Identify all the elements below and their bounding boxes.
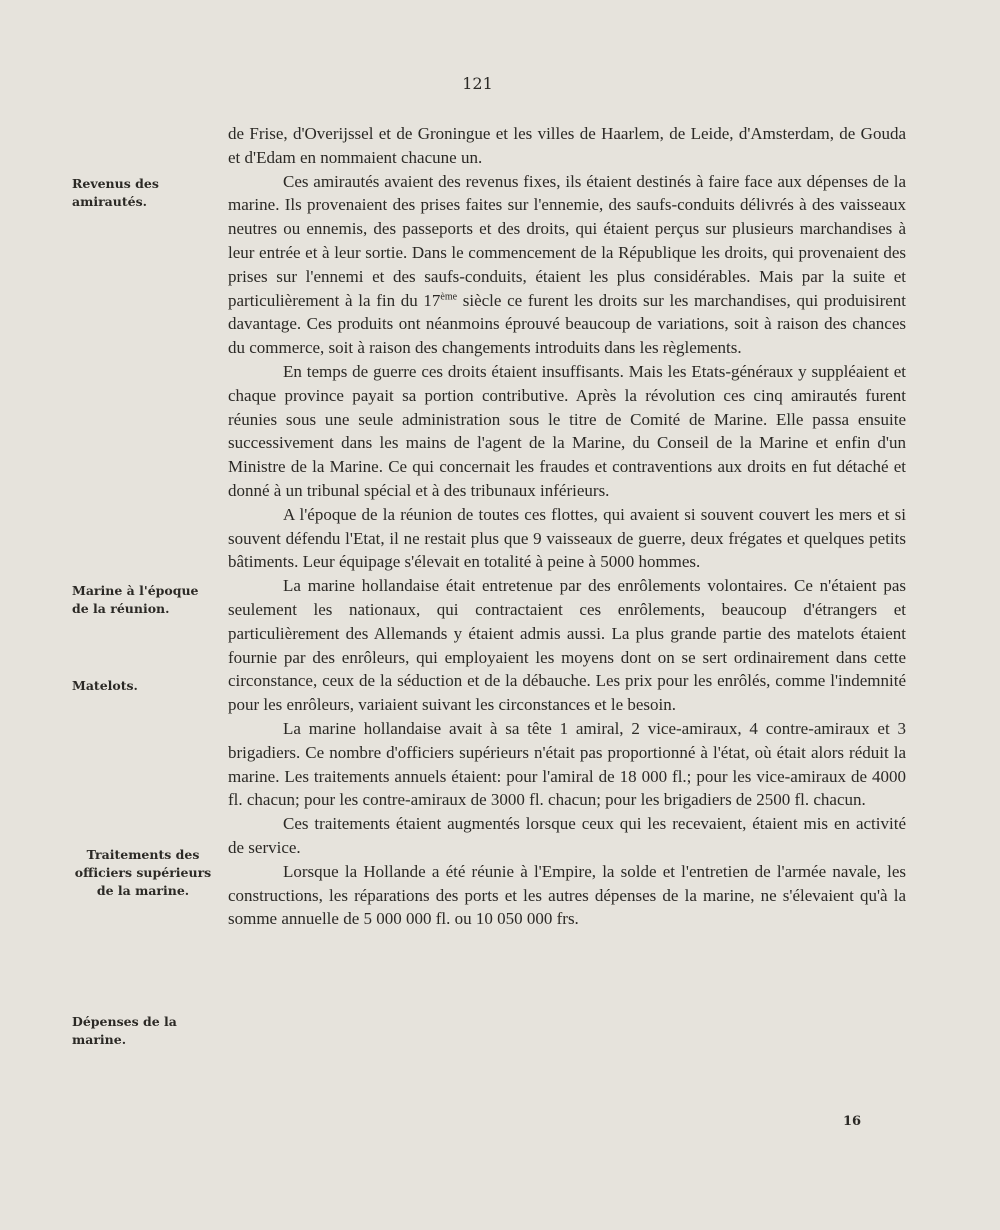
- superscript: ème: [440, 290, 458, 302]
- paragraph: La marine hollandaise était entretenue par des enrôlements volontaires. Ce n'étaient pas seulement les nationaux, qui contractaient ces enrôlements, beaucoup d'étrangers et particulièrement des Allemands y étaient admis aussi. La plus grande partie des matelots étaient fournie par des enrôleurs, qui employaient les moyens dont on se sert ordinairement dans cette circonstance, ceux de la séduction et de la débauche. Les prix pour les enrôlés, comme l'indemnité pour les enrôleurs, variaient suivant les circonstances et le besoin.: [228, 576, 906, 715]
- paragraph: En temps de guerre ces droits étaient insuffisants. Mais les Etats-généraux y suppléaient et chaque province payait sa portion contributive. Après la révolution ces cinq amirautés furent réunies sous une seule administration sous le titre de Comité de Marine. Elle passa ensuite successivement dans les mains de l'agent de la Marine, du Conseil de la Marine et enfin d'un Ministre de la Marine. Ce qui concernait les fraudes et contraventions aux droits en fut détaché et donné à un tribunal spécial et à des tribunaux inférieurs.: [228, 361, 906, 500]
- paragraph: A l'époque de la réunion de toutes ces flottes, qui avaient si souvent couvert les mers et si souvent défendu l'Etat, il ne restait plus que 9 vaisseaux de guerre, deux frégates et quelques petits bâtiments. Leur équipage s'élevait en totalité à peine à 5000 hommes.: [228, 504, 906, 572]
- paragraph-text: Ces amirautés avaient des revenus fixes, ils étaient destinés à faire face aux dépenses de la marine. Ils provenaient des prises faites sur l'ennemie, des saufs-conduits délivrés à des vaisseaux neutres ou ennemis, des passeports et des droits, qui étaient perçus sur plusieurs marchandises à leur entrée et à leur sortie. Dans le commencement de la République les droits, qui provenaient des prises sur l'ennemi et des saufs-conduits, étaient les plus considérables. Mais par la suite et particulièrement à la fin du 17: [228, 171, 906, 310]
- margin-note-revenus: Revenus des amirautés.: [72, 176, 159, 209]
- paragraph: de Frise, d'Overijssel et de Groningue et les villes de Haarlem, de Leide, d'Amsterdam, de Gouda et d'Edam en nommaient chacune un.: [228, 124, 906, 167]
- paragraph: La marine hollandaise avait à sa tête 1 amiral, 2 vice-amiraux, 4 contre-amiraux et 3 brigadiers. Ce nombre d'officiers supérieurs n'était pas proportionné à l'état, où était alors réduit la marine. Les traitements annuels étaient: pour l'amiral de 18 000 fl.; pour les vice-amiraux de 4000 fl. chacun; pour les contre-amiraux de 3000 fl. chacun; pour les brigadiers de 2500 fl. chacun.: [228, 718, 906, 810]
- paragraph: [228, 170, 906, 360]
- margin-note-marine-reunion: Marine à l'époque de la réunion.: [72, 583, 199, 616]
- margin-note-matelots: Matelots.: [72, 678, 138, 693]
- paragraph: Lorsque la Hollande a été réunie à l'Empire, la solde et l'entretien de l'armée navale, les constructions, les réparations des ports et les autres dépenses de la marine, ne s'élevaient qu'à la somme annuelle de 5 000 000 fl. ou 10 050 000 frs.: [228, 861, 906, 929]
- signature-mark: 16: [843, 1114, 862, 1129]
- margin-note-depenses: Dépenses de la marine.: [72, 1014, 177, 1047]
- margin-note-traitements: Traitements des officiers supérieurs de la marine.: [74, 847, 212, 898]
- body-text: [228, 122, 906, 931]
- paragraph-text: siècle ce furent les droits sur les marchandises, qui produisirent davantage. Ces produits ont néanmoins éprouvé beaucoup de variations, soit à raison des chances du commerce, soit à raison des changements introduits dans les règlements.: [228, 290, 906, 358]
- page-number: 121: [462, 74, 493, 93]
- paragraph: Ces traitements étaient augmentés lorsque ceux qui les recevaient, étaient mis en activité de service.: [228, 814, 906, 857]
